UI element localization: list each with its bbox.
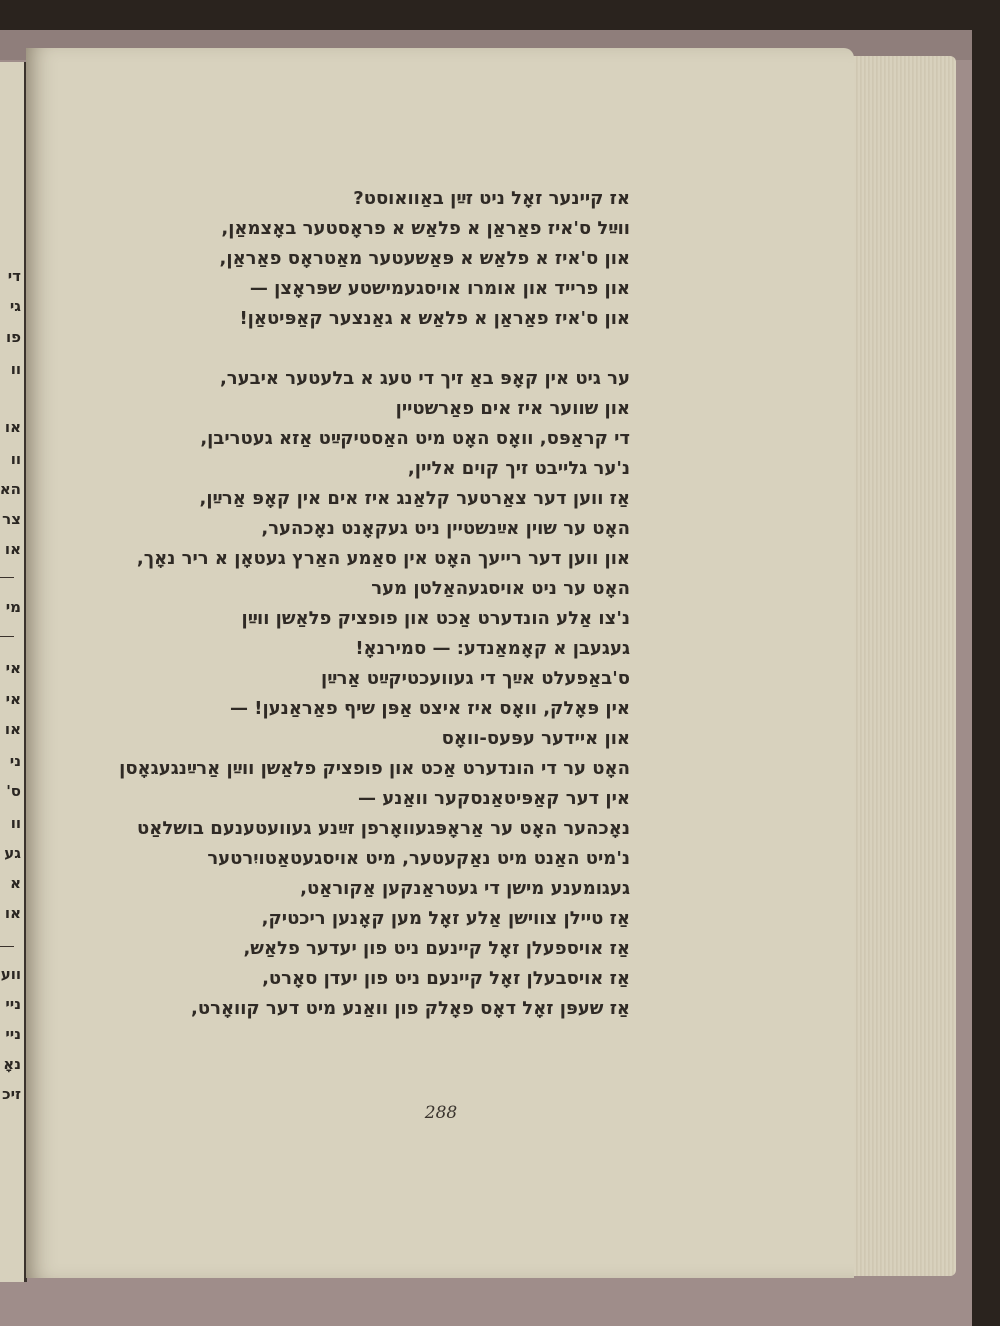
poem-line: האָט ער שוין אײַנשטיין ניט געקאָנט נאָכהער, [261,518,630,539]
poem-line: אַז טיילן צווישן אַלע זאָל מען קאָנען ריכטיק, [261,908,630,929]
poem-line: אַז אויספעלן זאָל קיינעם ניט פון יעדער פלאַש, [243,938,630,959]
previous-page-fragment: א [10,874,21,892]
poem-line: אין פּאָלק, וואָס איז איצט אַפּן שיף פאַראַנען! — [230,698,630,719]
previous-page-fragment: ניי [5,1025,21,1043]
page-number: 288 [424,1103,458,1123]
poem-line: אַז ווען דער צאַרטער קלאַנג איז אים אין קאָפּ אַרײַן, [199,488,630,509]
poem-line: ער גיט אין קאָפּ באַ זיך די טעג א בלעטער איבער, [219,368,630,389]
previous-page-fragment: אי [5,690,21,708]
previous-page-dash [0,946,14,947]
poem-line: האָט ער די הונדערט אַכט און פופציק פלאַשן ווײַן אַרײַנגעגאָסן [119,758,630,779]
poem-line: געגעבן א קאָמאַנדע: — סמירנאָ! [355,638,630,659]
poem-line: ווײַל ס'איז פאַראַן א פלאַש א פראָסטער באָצמאַן, [221,218,630,239]
previous-page-fragment: או [4,904,21,922]
poem-line: די קראַפּס, וואָס האָט מיט האַסטיקײַט אַזא געטריבן, [200,428,630,449]
previous-page-fragment: זיכ [2,1085,21,1103]
poem-line: אז קיינער זאָל ניט זײַן באַוואוסט? [353,188,630,209]
previous-page-fragment: או [4,540,21,558]
poem-line: געגומענע מישן די געטראַנקען אַקוראַט, [300,878,630,899]
poem-line: נ'מיט האַנט מיט נאַקעטער, מיט אויסגעטאַטויִרטער [207,848,630,869]
poem-line: אַז אויסבעלן זאָל קיינעם ניט פון יעדן סאָרט, [262,968,630,989]
page-block-edge [846,56,956,1276]
previous-page-fragment: פו [5,328,21,346]
previous-page-fragment: גע [4,844,21,862]
previous-page-fragment: או [4,720,21,738]
poem-line: און ס'איז א פלאַש א פּאַשעטער מאַטראָס פאַראַן, [219,248,630,269]
previous-page-fragment: וו [10,360,21,378]
poem-line: און ס'איז פאַראַן א פלאַש א גאַנצער קאַפּיטאַן! [239,308,630,329]
previous-page-fragment: ס' [6,782,21,800]
poem-line: אַז שעפּן זאָל דאָס פאָלק פון וואַנע מיט דער קוואָרט, [191,998,630,1019]
previous-page-fragment: צר [2,510,21,528]
previous-page-dash [0,636,14,637]
poem-line: נאָכהער האָט ער אַראָפּגעוואָרפן זײַנע געוועטענעם בושלאַט [137,818,630,839]
poem-line: ס'באַפעלט אײַך די געוועכטיקײַט אַרײַן [321,668,630,689]
previous-page-fragment: די [7,267,21,285]
poem-line: און ווען דער רייעך האָט אין סאַמע האַרץ געטאָן א ריר נאָך, [136,548,630,569]
previous-page-dash [0,577,14,578]
previous-page-fragment: ניי [5,995,21,1013]
book-page [26,48,854,1278]
previous-page-fragment: ני [9,752,21,770]
previous-page-fragment: נאָ [3,1055,21,1073]
previous-page-fragment: גי [9,297,21,315]
previous-page-fragment: מי [5,598,21,616]
previous-page-fragment: ווע [0,965,21,983]
previous-page-fragment: הא [0,480,21,498]
poem-line: האָט ער ניט אויסגעהאַלטן מער [371,578,630,599]
previous-page-fragment: או [4,418,21,436]
poem-line: און שווער איז אים פאַרשטיין [395,398,630,419]
poem-line: און איידער עפּעס-וואָס [441,728,630,749]
previous-page-fragment: וו [10,450,21,468]
previous-page-fragment: וו [10,814,21,832]
poem-line: נ'צו אַלע הונדערט אַכט און פופציק פלאַשן ווײַן [241,608,630,629]
poem-line: און פרייד און אומרו אויסגעמישטע שפּראָצן — [249,278,630,299]
poem-line: נ'ער גלייבט זיך קוים אליין, [407,458,630,479]
previous-page-sliver [0,62,27,1282]
previous-page-fragment: אי [5,659,21,677]
poem-line: אין דער קאַפּיטאַנסקער וואַנע — [358,788,630,809]
